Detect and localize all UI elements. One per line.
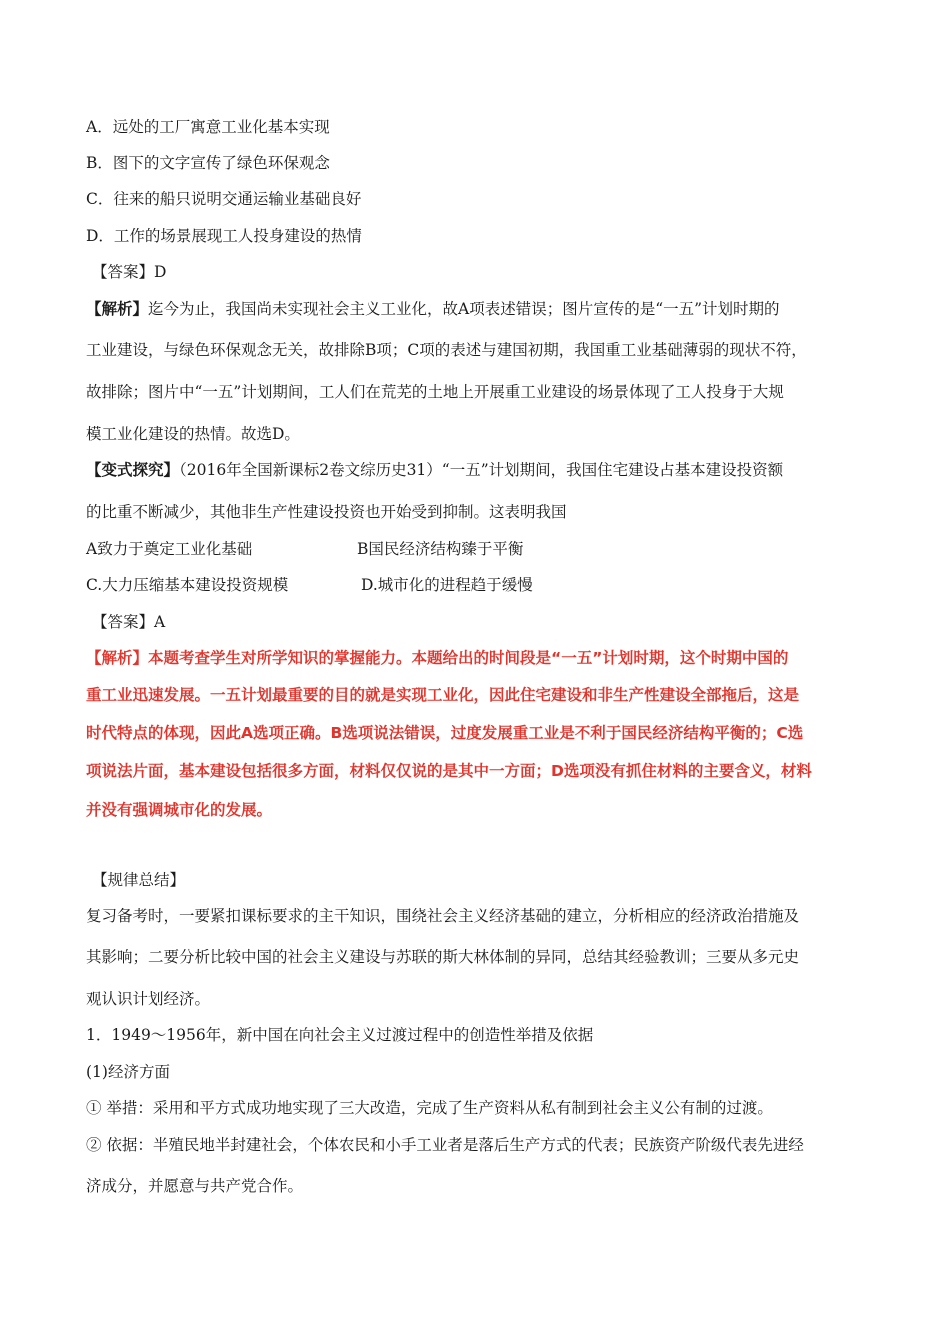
- summary-point-2: ② 依据：半殖民地半封建社会，个体农民和小手工业者是落后生产方式的代表；民族资产阶级代表先进经: [86, 1136, 804, 1154]
- variant-options-row-2: [86, 574, 870, 596]
- variant-option-c: C.大力压缩基本建设投资规模: [86, 576, 289, 594]
- variant-line-1: 【变式探究】（2016年全国新课标2卷文综历史31）“一五”计划期间，我国住宅建设占基本建设投资额: [86, 460, 784, 479]
- option-d: D．工作的场景展现工人投身建设的热情: [86, 227, 362, 245]
- variant-option-a: A致力于奠定工业化基础: [86, 540, 253, 558]
- answer-2: 【答案】A: [92, 613, 166, 631]
- analysis-1-line-1: 【解析】迄今为止，我国尚未实现社会主义工业化，故A项表述错误；图片宣传的是“一五”计划时期的: [86, 299, 780, 318]
- analysis-2-line-1: 【解析】本题考查学生对所学知识的掌握能力。本题给出的时间段是“一五”计划时期，这个时期中国的: [86, 649, 789, 667]
- summary-point-2-cont: 济成分，并愿意与共产党合作。: [86, 1177, 304, 1195]
- variant-option-d: D.城市化的进程趋于缓慢: [361, 576, 533, 594]
- analysis-1-line-2: 工业建设，与绿色环保观念无关，故排除B项；C项的表述与建国初期，我国重工业基础薄弱的现状不符，: [86, 341, 807, 359]
- option-a: A．远处的工厂寓意工业化基本实现: [86, 118, 330, 136]
- option-b: B．图下的文字宣传了绿色环保观念: [86, 154, 330, 172]
- analysis-2-line-2: 重工业迅速发展。一五计划最重要的目的就是实现工业化，因此住宅建设和非生产性建设全部拖后，这是: [86, 686, 800, 704]
- analysis-2-line-5: 并没有强调城市化的发展。: [86, 801, 273, 819]
- answer-1: 【答案】D: [92, 263, 167, 281]
- summary-line-3: 观认识计划经济。: [86, 990, 211, 1008]
- analysis-1-line-3: 故排除；图片中“一五”计划期间，工人们在荒芜的土地上开展重工业建设的场景体现了工人投身于大规: [86, 383, 784, 401]
- summary-sub-1: (1)经济方面: [86, 1063, 170, 1081]
- analysis-1-line-4: 模工业化建设的热情。故选D。: [86, 425, 300, 443]
- summary-item-1: 1．1949～1956年，新中国在向社会主义过渡过程中的创造性举措及依据: [86, 1026, 594, 1044]
- summary-line-2: 其影响；二要分析比较中国的社会主义建设与苏联的斯大林体制的异同，总结其经验教训；三要从多元史: [86, 948, 800, 966]
- summary-point-1: ① 举措：采用和平方式成功地实现了三大改造，完成了生产资料从私有制到社会主义公有制的过渡。: [86, 1099, 773, 1117]
- analysis-2-line-4: 项说法片面，基本建设包括很多方面，材料仅仅说的是其中一方面；D选项没有抓住材料的主要含义，材料: [86, 762, 812, 780]
- variant-line-2: 的比重不断减少，其他非生产性建设投资也开始受到抑制。这表明我国: [86, 503, 567, 521]
- analysis-2-line-3: 时代特点的体现，因此A选项正确。B选项说法错误，过度发展重工业是不利于国民经济结构平衡的；C选: [86, 724, 804, 742]
- option-c: C．往来的船只说明交通运输业基础良好: [86, 190, 362, 208]
- variant-label: 【变式探究】: [86, 460, 180, 479]
- summary-heading: 【规律总结】: [92, 871, 186, 889]
- analysis-1-label: 【解析】: [86, 299, 149, 318]
- summary-line-1: 复习备考时，一要紧扣课标要求的主干知识，围绕社会主义经济基础的建立，分析相应的经济政治措施及: [86, 907, 800, 925]
- variant-options-row-1: [86, 538, 870, 560]
- variant-option-b: B国民经济结构臻于平衡: [357, 540, 524, 558]
